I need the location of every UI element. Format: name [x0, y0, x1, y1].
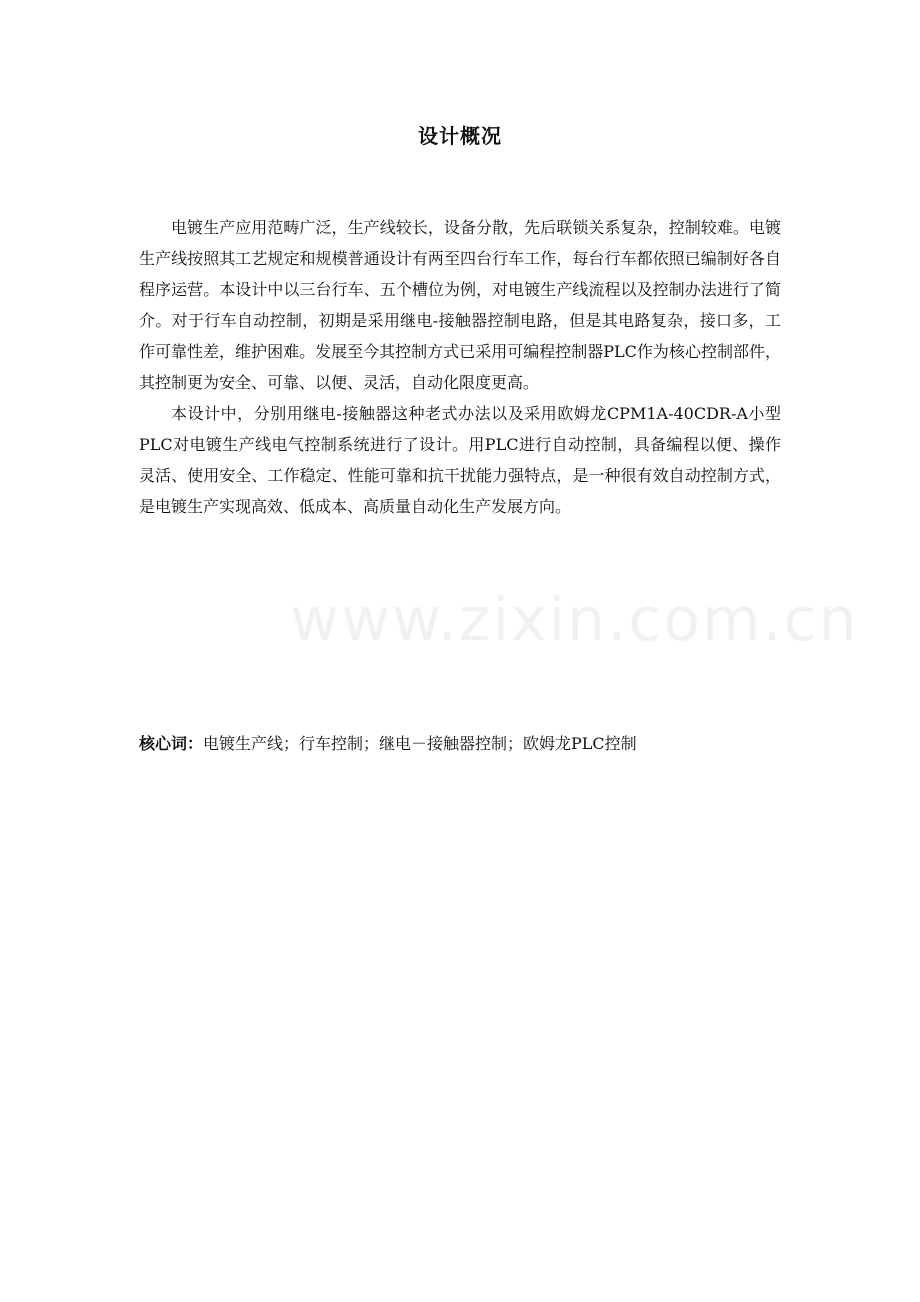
keywords-label: 核心词： — [139, 734, 204, 753]
paragraph-1: 电镀生产应用范畴广泛，生产线较长，设备分散，先后联锁关系复杂，控制较难。电镀生产线按照其工艺规定和规模普通设计有两至四台行车工作，每台行车都依照已编制好各自程序运营。本设计中以三台行车、五个槽位为例，对电镀生产线流程以及控制办法进行了简介。对于行车自动控制，初期是采用继电-接触器控制电路，但是其电路复杂，接口多，工作可靠性差，维护困难。发展至今其控制方式已采用可编程控制器PLC作为核心控制部件，其控制更为安全、可靠、以便、灵活，自动化限度更高。 — [139, 218, 781, 392]
watermark: www.zixin.com.cn — [290, 585, 859, 655]
paragraph-2: 本设计中，分别用继电-接触器这种老式办法以及采用欧姆龙CPM1A-40CDR-A小型PLC对电镀生产线电气控制系统进行了设计。用PLC进行自动控制，具备编程以便、操作灵活、使用安全、工作稳定、性能可靠和抗干扰能力强特点，是一种很有效自动控制方式，是电镀生产实现高效、低成本、高质量自动化生产发展方向。 — [139, 404, 781, 516]
keywords-line — [139, 730, 781, 758]
keywords-text: 电镀生产线；行车控制；继电－接触器控制；欧姆龙PLC控制 — [203, 734, 637, 753]
document-body — [139, 212, 781, 522]
document-title: 设计概况 — [418, 124, 502, 148]
